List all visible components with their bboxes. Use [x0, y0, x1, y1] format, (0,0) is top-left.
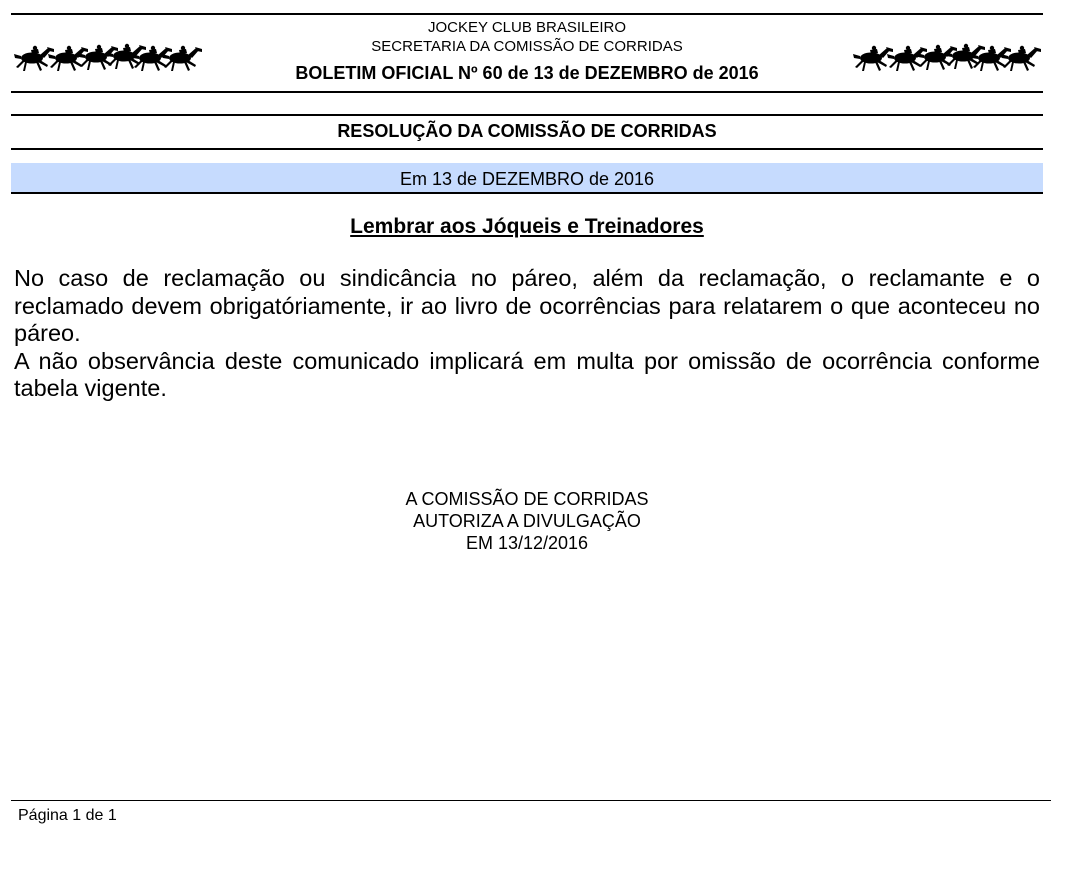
date-line: Em 13 de DEZEMBRO de 2016 [399, 169, 655, 189]
notice-paragraph: No caso de reclamação ou sindicância no páreo, além da reclamação, o reclamante e o reclamado devem obrigatóriamente, ir ao livro de ocorrências para relatarem o que aconteceu no páreo. [14, 265, 1040, 346]
signature-line: A COMISSÃO DE CORRIDAS [405, 489, 649, 509]
notice-body [14, 265, 1040, 403]
page-number: Página 1 de 1 [18, 807, 117, 824]
header-top-rule [11, 13, 1043, 15]
signature-line: AUTORIZA A DIVULGAÇÃO [413, 511, 641, 531]
notice-subject-text: Lembrar aos Jóqueis e Treinadores [350, 215, 704, 238]
notice-paragraph: A não observância deste comunicado implicará em multa por omissão de ocorrência conforme tabela vigente. [14, 347, 1040, 401]
date-band [11, 163, 1043, 194]
section-top-rule [11, 114, 1043, 116]
section-bottom-rule [11, 148, 1043, 150]
header-bottom-rule [11, 91, 1043, 93]
bulletin-title: BOLETIM OFICIAL Nº 60 de 13 de DEZEMBRO de 2016 [295, 63, 759, 83]
footer-rule [11, 800, 1051, 801]
department-name: SECRETARIA DA COMISSÃO DE CORRIDAS [371, 38, 683, 55]
notice-subject [11, 215, 1043, 239]
section-title: RESOLUÇÃO DA COMISSÃO DE CORRIDAS [337, 121, 717, 141]
signature-date: EM 13/12/2016 [465, 533, 589, 553]
org-name: JOCKEY CLUB BRASILEIRO [427, 19, 627, 36]
